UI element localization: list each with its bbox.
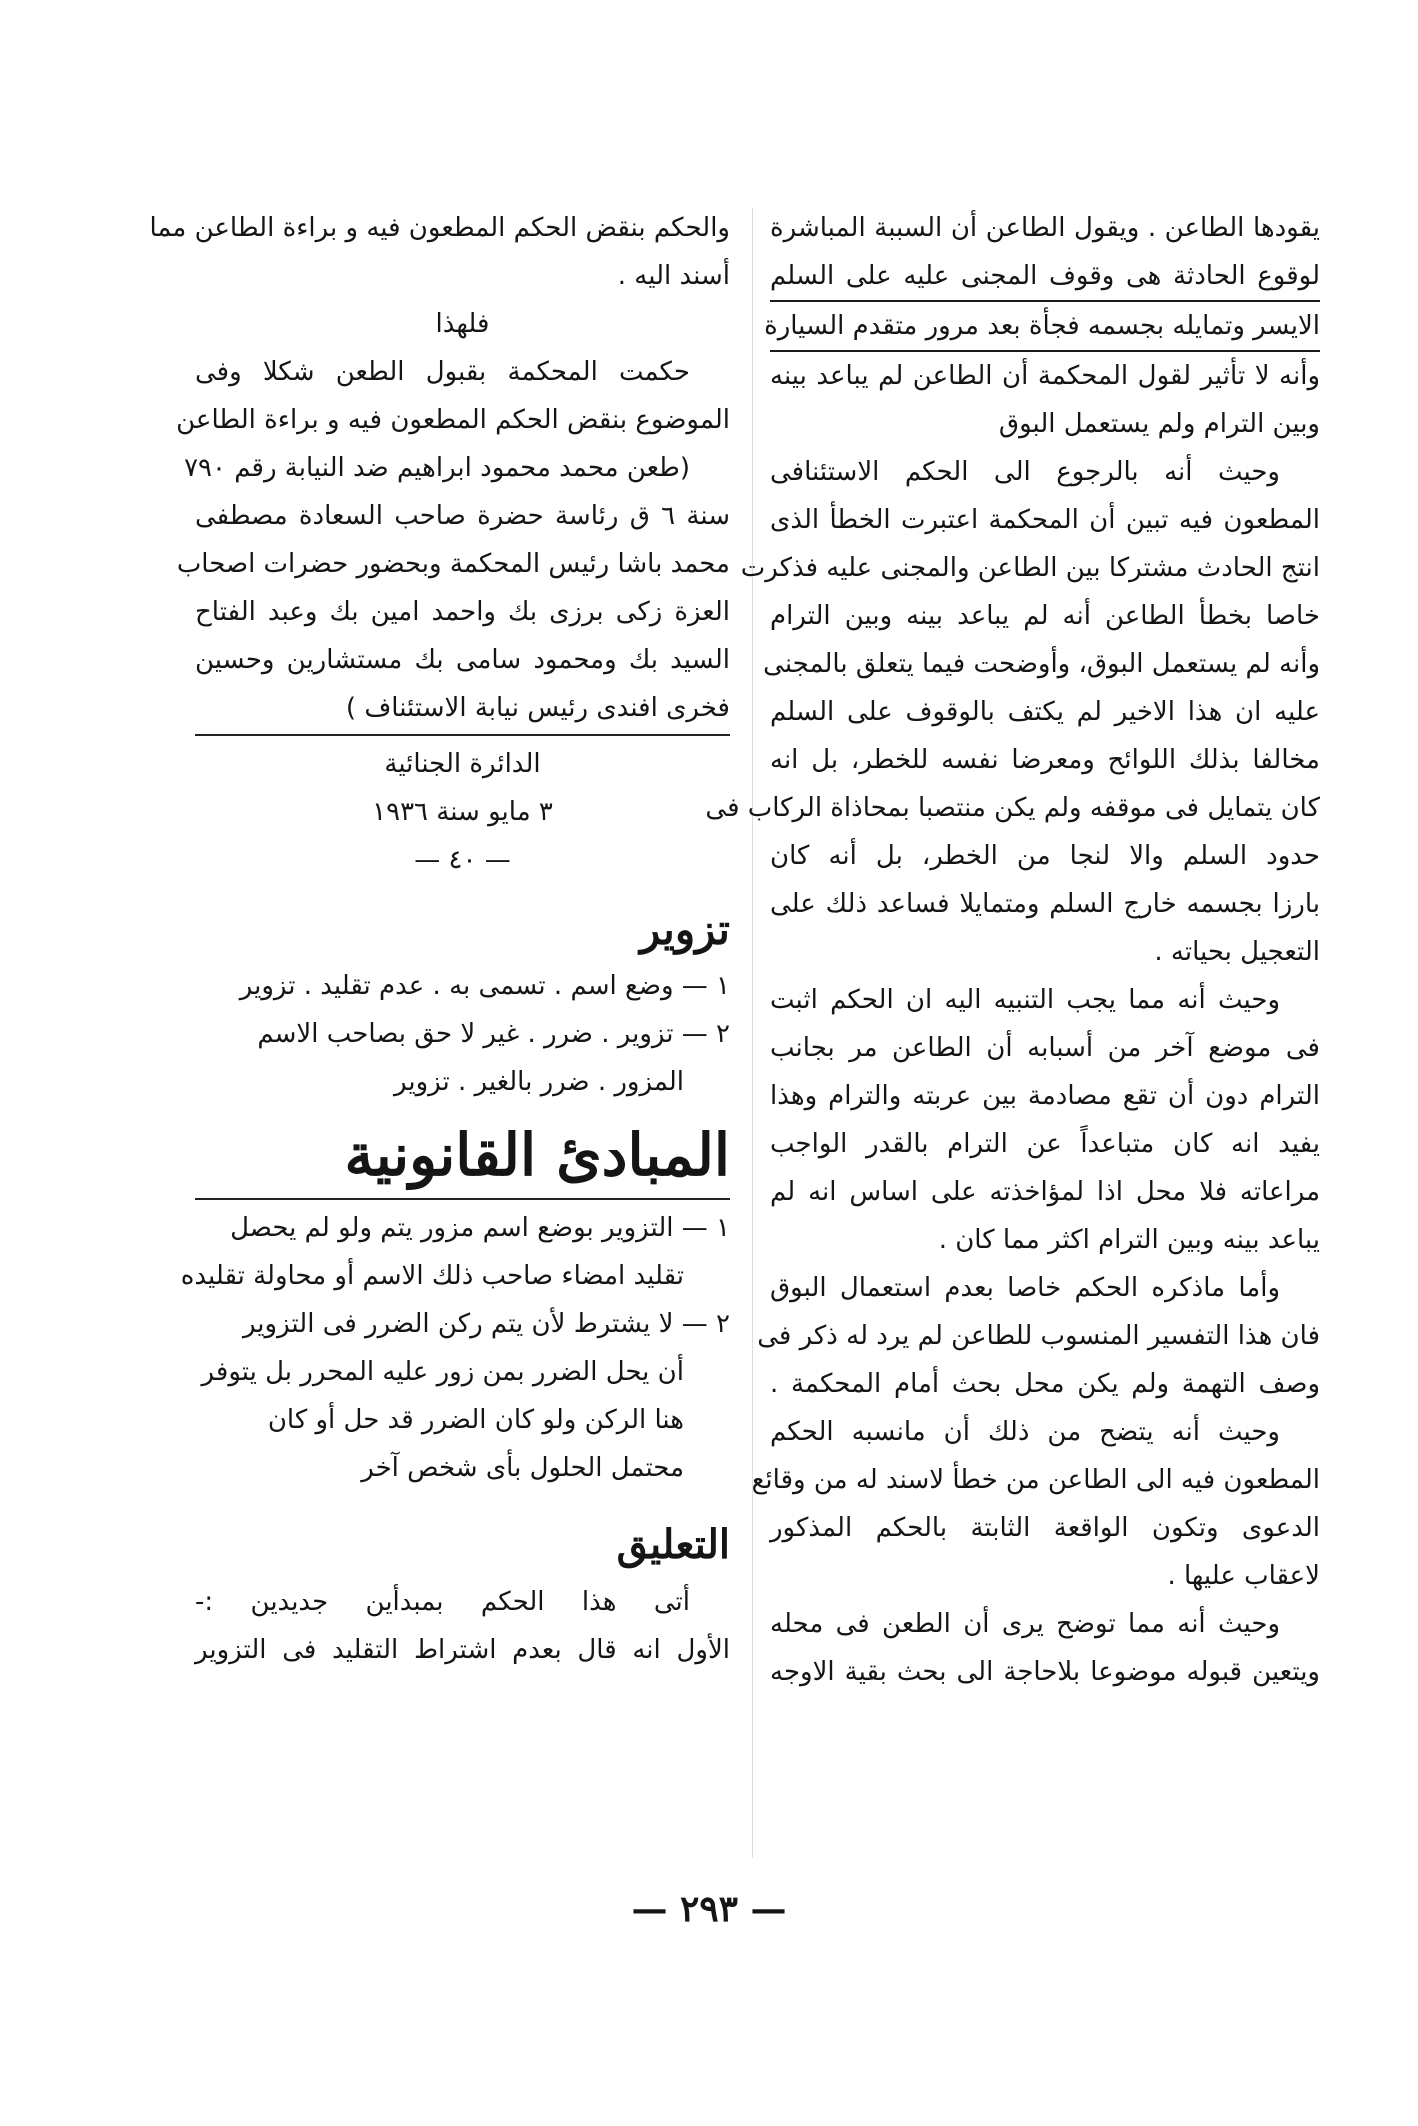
principles-underline	[195, 1198, 730, 1200]
text-line: لوقوع الحادثة هى وقوف المجنى عليه على السلم	[770, 252, 1320, 302]
text-line: وأنه لم يستعمل البوق، وأوضحت فيما يتعلق بالمجنى	[763, 649, 1320, 679]
right-column	[705, 204, 1320, 1696]
text-line: بارزا بجسمه خارج السلم ومتمايلا فساعد ذلك على	[770, 889, 1320, 919]
commentary-text	[195, 1578, 730, 1674]
text-line: وصف التهمة ولم يكن محل بحث أمام المحكمة .	[770, 1369, 1320, 1399]
principles-heading: المبادئ القانونية	[344, 1121, 730, 1189]
judgment-conclusion	[149, 204, 730, 300]
text-line: يباعد بينه وبين الترام اكثر مما كان .	[938, 1225, 1320, 1255]
topic-item: المزور . ضرر بالغير . تزوير	[394, 1067, 684, 1097]
text-line: التعجيل بحياته .	[1154, 937, 1320, 967]
text-line: سنة ٦ ق رئاسة حضرة صاحب السعادة مصطفى	[195, 501, 730, 531]
text-line: فى موضع آخر من أسبابه أن الطاعن مر بجانب	[770, 1033, 1320, 1063]
text-line: الموضوع بنقض الحكم المطعون فيه و براءة الطاعن	[176, 405, 730, 435]
text-line: فخرى افندى رئيس نيابة الاستئناف )	[345, 693, 730, 723]
text-line: (طعن محمد محمود ابراهيم ضد النيابة رقم ٧٩٠	[184, 453, 690, 483]
text-line: وبين الترام ولم يستعمل البوق	[998, 409, 1320, 439]
commentary-heading: التعليق	[616, 1521, 730, 1568]
principles-list	[180, 1204, 730, 1492]
left-column	[149, 204, 730, 1674]
text-line: والحكم بنقض الحكم المطعون فيه و براءة الطاعن مما	[149, 213, 730, 243]
page-number: — ٢٩٣ —	[631, 1888, 787, 1930]
therefore-heading: فلهذا	[435, 309, 490, 339]
principle-item: ٢ — لا يشترط لأن يتم ركن الضرر فى التزوير	[242, 1309, 730, 1339]
principle-item: محتمل الحلول بأى شخص آخر	[361, 1453, 684, 1483]
text-line: أسند اليه .	[617, 261, 730, 291]
text-line: العزة زكى برزى بك واحمد امين بك وعبد الفتاح	[195, 597, 730, 627]
principle-item: تقليد امضاء صاحب ذلك الاسم أو محاولة تقليده	[180, 1261, 684, 1291]
text-line: الدعوى وتكون الواقعة الثابتة بالحكم المذكور	[770, 1513, 1320, 1543]
text-line: مخالفا بذلك اللوائح ومعرضا نفسه للخطر، بل انه	[770, 745, 1320, 775]
text-line: خاصا بخطأ الطاعن أنه لم يباعد بينه وبين الترام	[770, 601, 1320, 631]
principle-item: هنا الركن ولو كان الضرر قد حل أو كان	[267, 1405, 684, 1435]
text-line: وأما ماذكره الحكم خاصا بعدم استعمال البوق	[770, 1273, 1280, 1303]
text-line: وحيث أنه مما يجب التنبيه اليه ان الحكم اثبت	[770, 985, 1280, 1015]
text-line: حدود السلم والا لنجا من الخطر، بل أنه كان	[770, 841, 1320, 871]
text-line: وحيث أنه بالرجوع الى الحكم الاستئنافى	[770, 457, 1280, 487]
text-line: يفيد انه كان متباعداً عن الترام بالقدر الواجب	[770, 1129, 1320, 1159]
text-line: حكمت المحكمة بقبول الطعن شكلا وفى	[195, 357, 690, 387]
text-line: عليه ان هذا الاخير لم يكتف بالوقوف على السلم	[770, 697, 1320, 727]
principle-item: ١ — التزوير بوضع اسم مزور يتم ولو لم يحصل	[230, 1213, 730, 1243]
judgment-date: ٣ مايو سنة ١٩٣٦	[372, 797, 553, 827]
text-line: الأول انه قال بعدم اشتراط التقليد فى التزوير	[195, 1635, 730, 1665]
text-line: لاعقاب عليها .	[1167, 1561, 1320, 1591]
text-line: انتج الحادث مشتركا بين الطاعن والمجنى عليه فذكرت	[740, 553, 1320, 583]
text-line: الايسر وتمايله بجسمه فجأة بعد مرور متقدم السيارة	[770, 302, 1320, 352]
text-line: محمد باشا رئيس المحكمة وبحضور حضرات اصحاب	[176, 549, 730, 579]
text-line: وحيث أنه مما توضح يرى أن الطعن فى محله	[770, 1609, 1280, 1639]
section-divider	[195, 734, 730, 736]
text-line: يقودها الطاعن . ويقول الطاعن أن السببة المباشرة	[770, 213, 1320, 243]
text-line: مراعاته فلا محل اذا لمؤاخذته على اساس انه لم	[770, 1177, 1320, 1207]
text-line: وحيث أنه يتضح من ذلك أن مانسبه الحكم	[770, 1417, 1280, 1447]
text-line: المطعون فيه الى الطاعن من خطأ لاسند له من وقائع	[751, 1465, 1320, 1495]
case-number: — ٤٠ —	[414, 845, 511, 875]
topic-list	[195, 962, 730, 1106]
text-line: أتى هذا الحكم بمبدأين جديدين :-	[195, 1587, 690, 1617]
topic-item: ١ — وضع اسم . تسمى به . عدم تقليد . تزوير	[239, 971, 730, 1001]
text-line: فان هذا التفسير المنسوب للطاعن لم يرد له ذكر فى	[757, 1321, 1320, 1351]
principle-item: أن يحل الضرر بمن زور عليه المحرر بل يتوفر	[201, 1357, 684, 1387]
text-line: وأنه لا تأثير لقول المحكمة أن الطاعن لم يباعد بينه	[770, 361, 1320, 391]
text-line: ويتعين قبوله موضوعا بلاحاجة الى بحث بقية الاوجه	[770, 1657, 1320, 1687]
text-line: كان يتمايل فى موقفه ولم يكن منتصبا بمحاذاة الركاب فى	[705, 793, 1320, 823]
text-line: المطعون فيه تبين أن المحكمة اعتبرت الخطأ الذى	[770, 505, 1320, 535]
topic-heading: تزوير	[639, 905, 730, 954]
column-divider	[752, 208, 753, 1858]
circuit-title: الدائرة الجنائية	[384, 749, 541, 779]
ruling-text	[176, 348, 730, 732]
text-line: الترام دون أن تقع مصادمة بين عربته والترام وهذا	[770, 1081, 1320, 1111]
text-line: السيد بك ومحمود سامى بك مستشارين وحسين	[195, 645, 730, 675]
topic-item: ٢ — تزوير . ضرر . غير لا حق بصاحب الاسم	[257, 1019, 730, 1049]
